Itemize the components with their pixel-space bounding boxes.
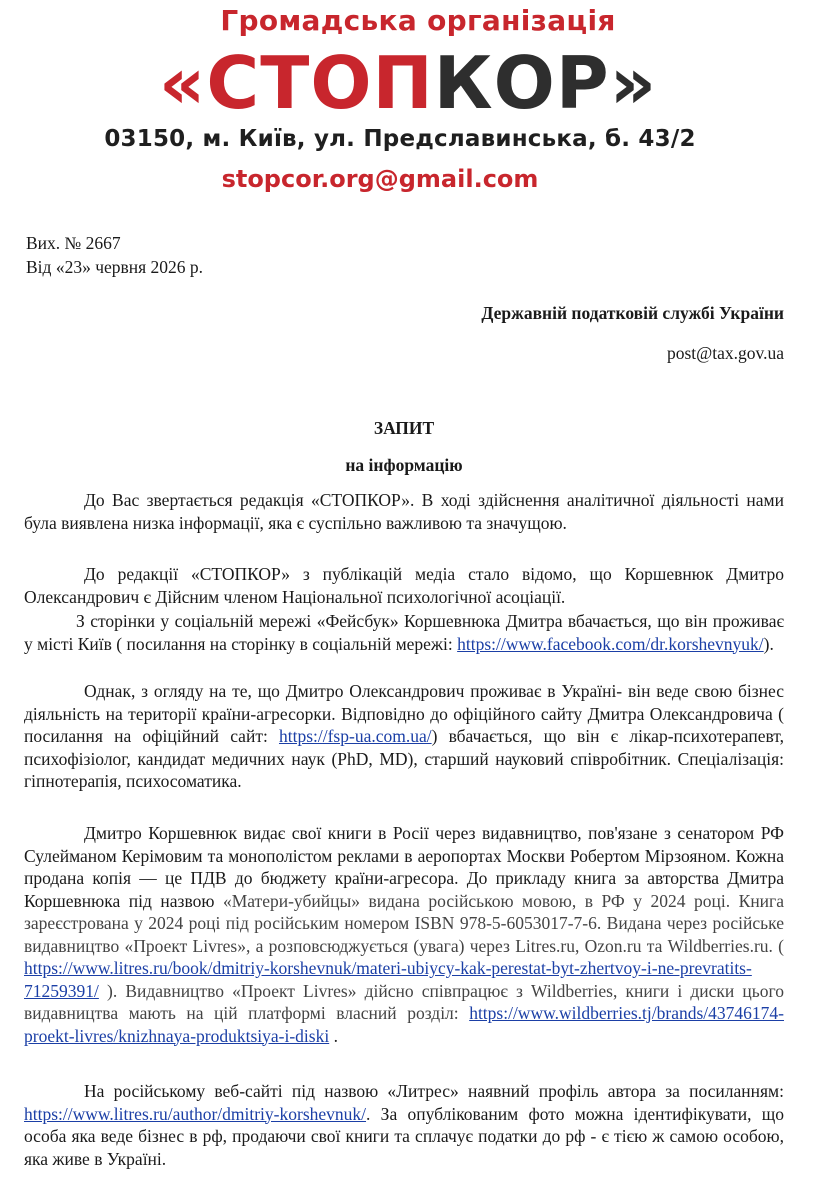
logo-red-part: «СТОП [158, 41, 434, 125]
paragraph-6-text: На російському веб-сайті під назвою «Литрес» наявний профіль автора за посиланням: [84, 1081, 784, 1101]
letter-date: Від «23» червня 2026 р. [26, 257, 204, 277]
paragraph-6-end: . За опублікованим фото можна ідентифікувати, що особа яка веде бізнес в рф, продаючи свої книги та сплачує податки до рф - є тією ж самою особою, яка живе в Україні. [24, 1103, 784, 1169]
org-type-line: Громадська організація [220, 4, 616, 37]
paragraph-5 [24, 822, 784, 1047]
paragraph-2: До редакції «СТОПКОР» з публікацій медіа стало відомо, що Коршевнюк Дмитро Олександрович є Дійсним членом Національної психологічної асоціації. [24, 564, 784, 607]
litres-author-link[interactable]: https://www.litres.ru/author/dmitriy-korshevnuk/ [24, 1103, 367, 1124]
paragraph-5-text-b: «Матери-убийцы» видана російською мовою, в РФ у 2024 році. Книга зареєстрована у 2024 році під російським номером ISBN 978-5-6053017-7-6. Видана через російське видавництво «Проект Livres», а розповсюджується (увага) через Litres.ru, Ozon.ru та Wildberries.ru. ( [24, 890, 784, 956]
paragraph-4-end: ) вбачається, що він є лікар-психотерапевт, психофізіолог, кандидат медичних наук (PhD, MD), старший науковий співробітник. Спеціалізація: гіпнотерапія, психосоматика. [24, 726, 784, 791]
paragraph-3-text: З сторінки у соціальній мережі «Фейсбук» Коршевнюка Дмитра вбачається, що він проживає у місті Київ ( посилання на сторінку в соціальній мережі: [24, 611, 784, 654]
paragraph-5-text-c: ). Видавництво «Проект Livres» дійсно співпрацює з Wildberries, книги і диски цього видавництва мають на цій платформі власний розділ: [24, 980, 784, 1023]
outgoing-number: Вих. № 2667 [26, 233, 121, 253]
document-subtitle: на інформацію [345, 455, 463, 475]
paragraph-1: До Вас звертається редакція «СТОПКОР». В ході здійснення аналітичної діяльності нами була виявлена низка інформації, яка є суспільно важливою та значущою. [24, 490, 784, 533]
paragraph-5-end: . [329, 1025, 338, 1046]
paragraph-3 [24, 610, 784, 655]
paragraph-6 [24, 1080, 784, 1170]
litres-book-link[interactable]: https://www.litres.ru/book/dmitriy-korshevnuk/materi-ubiycy-kak-perestat-byt-zhertvoy-i-ne-prevratits-71259391/ [24, 958, 752, 1001]
logo-dark-part: КОР» [433, 41, 658, 125]
document-title: ЗАПИТ [373, 418, 435, 438]
org-address: 03150, м. Київ, ул. Предславинська, б. 43/2 [104, 126, 696, 152]
official-site-link[interactable]: https://fsp-ua.com.ua/ [278, 726, 432, 746]
paragraph-3-end: ). [763, 633, 774, 654]
org-email: stopcor.org@gmail.com [221, 165, 539, 193]
paragraph-4-text: Однак, з огляду на те, що Дмитро Олександрович проживає в Україні- він веде свою бізнес діяльність на території країни-агресорки. Відповідно до офіційного сайту Дмитра Олександровича ( посилання на офіційний сайт: [24, 681, 784, 746]
recipient-email: post@tax.gov.ua [666, 343, 784, 363]
wildberries-link[interactable]: https://www.wildberries.tj/brands/43746174-proekt-livres/knizhnaya-produktsiya-i-diski [24, 1003, 784, 1046]
paragraph-5-text-a: Дмитро Коршевнюк видає свої книги в Росії через видавництво, пов'язане з сенатором РФ Сулейманом Керімовим та монополістом реклами в аеропортах Москви Робертом Мірзояном. Кожна продана копія — це ПДВ до бюджету країни-агресора. До прикладу книга за авторства Дмитра Коршевнюка під назвою [24, 823, 784, 911]
paragraph-4 [24, 680, 784, 793]
facebook-link[interactable]: https://www.facebook.com/dr.korshevnyuk/ [457, 633, 764, 654]
recipient-name: Державній податковій службі України [481, 303, 784, 323]
organization-logo [0, 40, 826, 126]
